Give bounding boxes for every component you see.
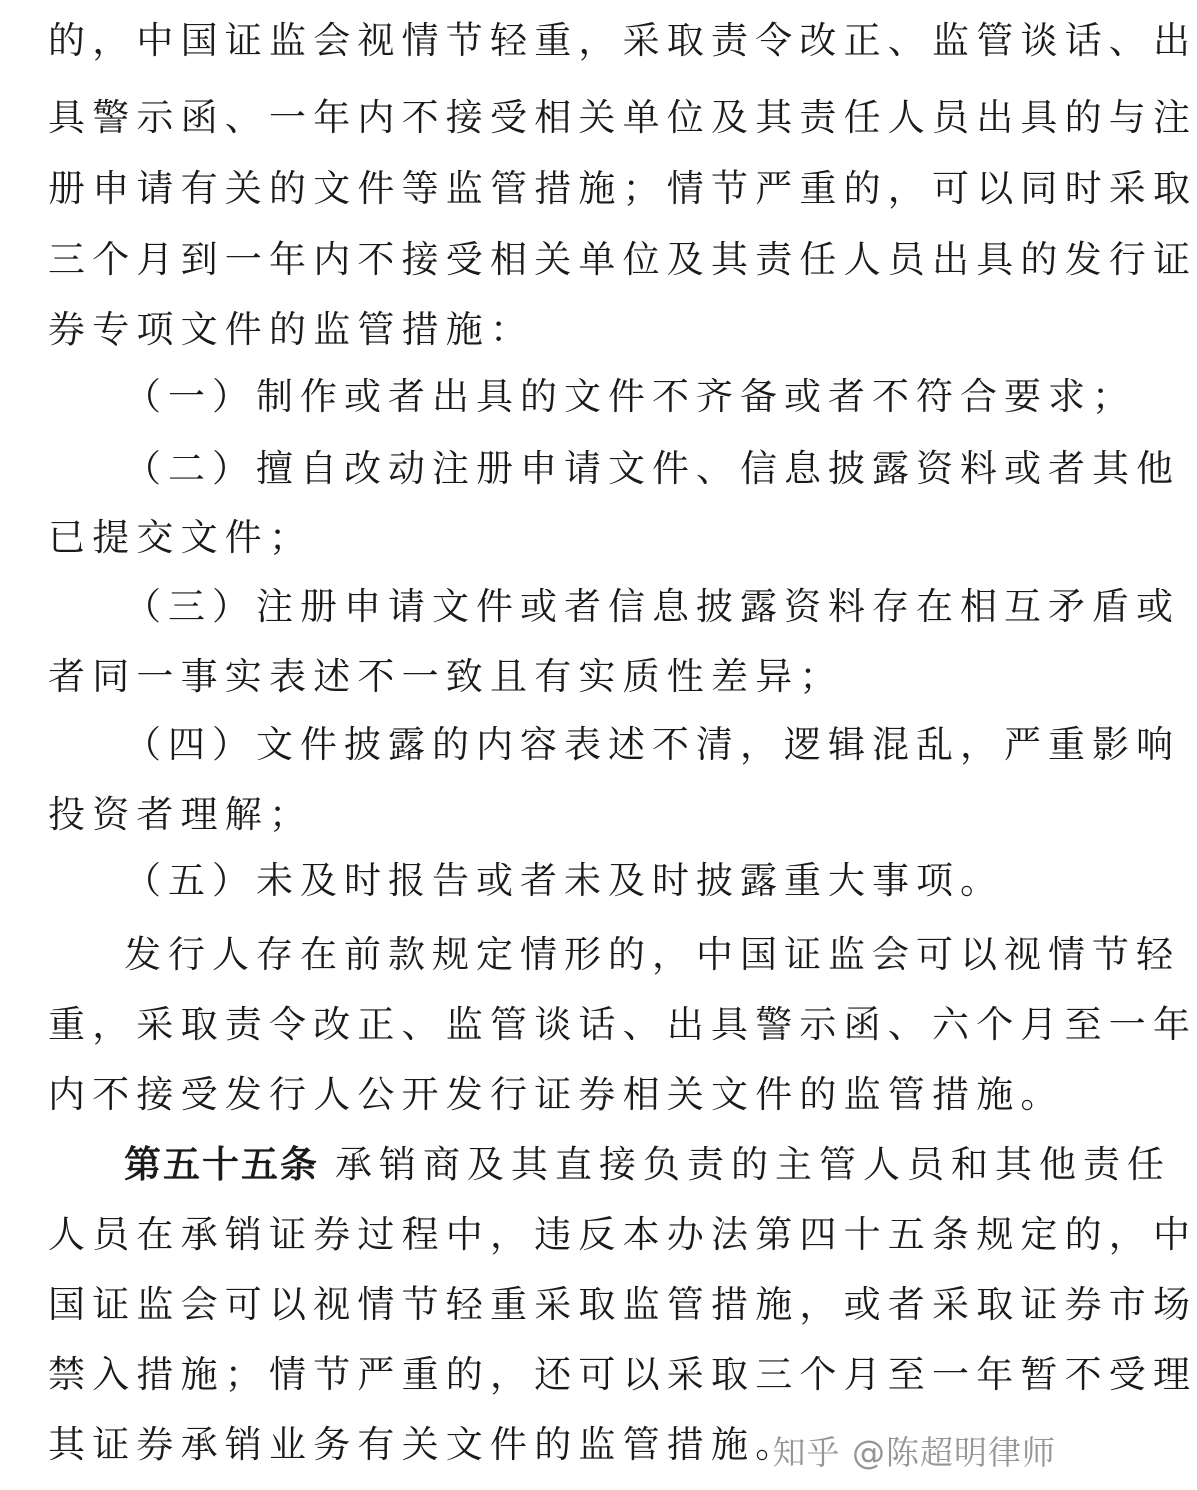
text-line: 国证监会可以视情节轻重采取监管措施，或者采取证券市场	[48, 1283, 1197, 1326]
text-line: 的，中国证监会视情节轻重，采取责令改正、监管谈话、出	[48, 19, 1197, 62]
article-first-line-text: 承销商及其直接负责的主管人员和其他责任	[335, 1143, 1171, 1186]
text-line: 内不接受发行人公开发行证券相关文件的监管措施。	[48, 1073, 1065, 1116]
text-line: 册申请有关的文件等监管措施；情节严重的，可以同时采取	[48, 167, 1197, 210]
text-line: 三个月到一年内不接受相关单位及其责任人员出具的发行证	[48, 238, 1197, 281]
text-line: 人员在承销证券过程中，违反本办法第四十五条规定的，中	[48, 1213, 1197, 1256]
text-line: 投资者理解；	[48, 793, 314, 836]
text-line: 其证券承销业务有关文件的监管措施。	[48, 1423, 800, 1466]
list-item: （一）制作或者出具的文件不齐备或者不符合要求；	[124, 375, 1136, 418]
zhihu-watermark: 知乎 @陈超明律师	[772, 1433, 1056, 1472]
list-item: （二）擅自改动注册申请文件、信息披露资料或者其他	[124, 447, 1180, 490]
article-heading: 第五十五条	[124, 1143, 319, 1186]
list-item: （五）未及时报告或者未及时披露重大事项。	[124, 859, 1004, 902]
text-line: 者同一事实表述不一致且有实质性差异；	[48, 655, 844, 698]
list-item: （四）文件披露的内容表述不清，逻辑混乱，严重影响	[124, 723, 1180, 766]
text-line: 已提交文件；	[48, 516, 314, 559]
list-item: （三）注册申请文件或者信息披露资料存在相互矛盾或	[124, 585, 1180, 628]
text-line: 券专项文件的监管措施：	[48, 308, 535, 351]
article-first-line	[124, 1136, 1171, 1194]
text-line: 重，采取责令改正、监管谈话、出具警示函、六个月至一年	[48, 1003, 1197, 1046]
paragraph-line: 发行人存在前款规定情形的，中国证监会可以视情节轻	[124, 933, 1180, 976]
text-line: 禁入措施；情节严重的，还可以采取三个月至一年暂不受理	[48, 1353, 1197, 1396]
text-line: 具警示函、一年内不接受相关单位及其责任人员出具的与注	[48, 96, 1197, 139]
